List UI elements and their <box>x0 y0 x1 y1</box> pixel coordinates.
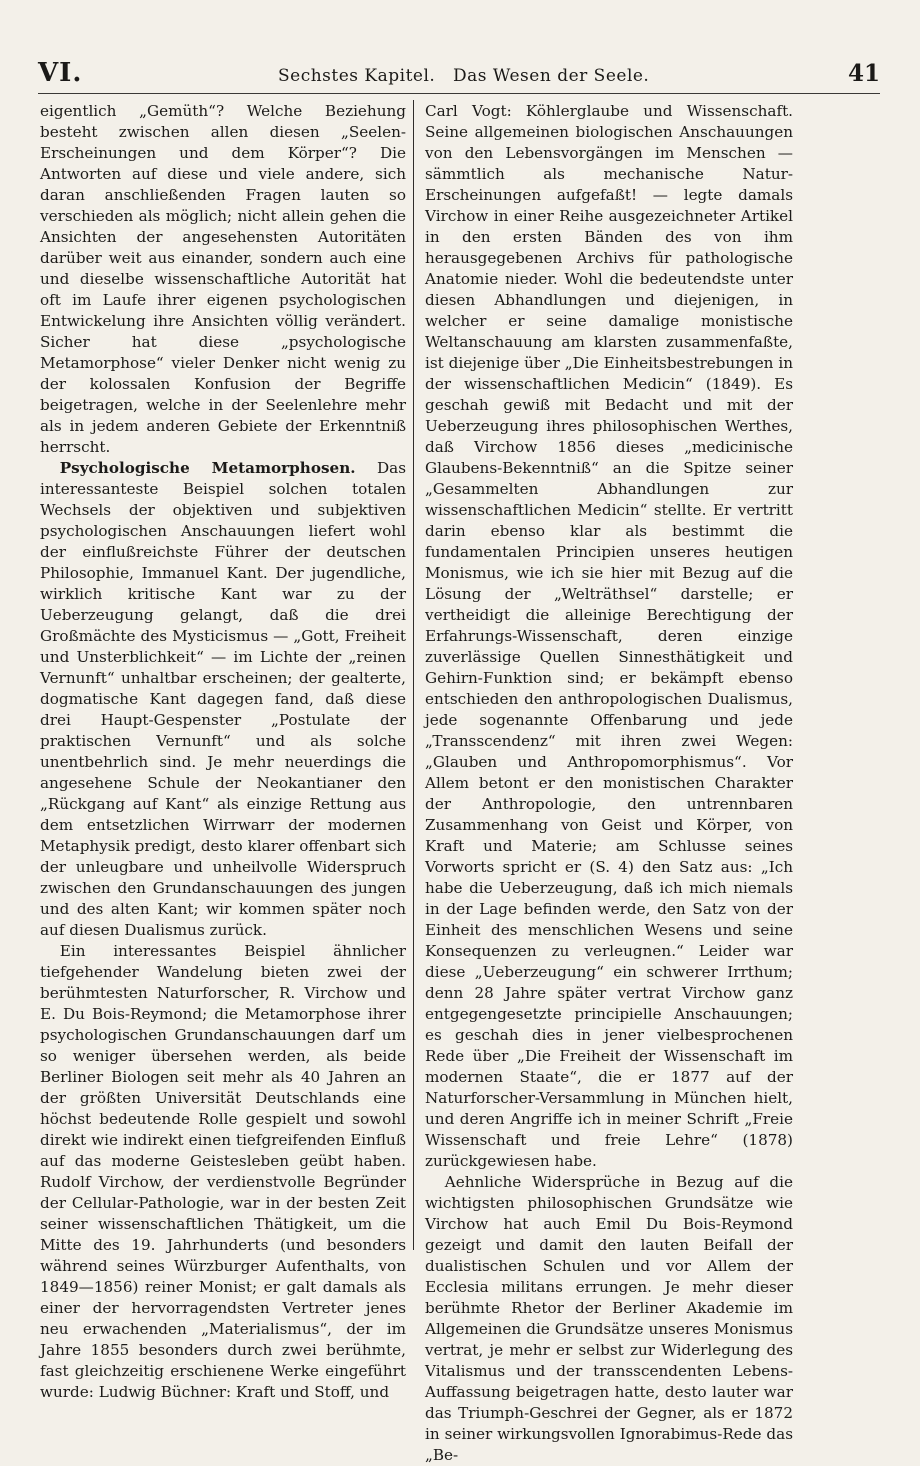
paragraph-2-text: Das interessanteste Beispiel solchen totalen Wechsels der objektiven und subjektiven psychologischen Anschauungen liefert wohl der einflußreichste Führer der deutschen Philosophie, Immanuel Kant. Der jugendliche, wirklich kritische Kant war zu der Ueberzeugung gelangt, daß die drei Großmächte des Mysticismus — „Gott, Freiheit und Unsterblichkeit“ — im Lichte der „reinen Vernunft“ unhaltbar erscheinen; der gealterte, dogmatische Kant dagegen fand, daß diese drei Haupt-Gespenster „Postulate der praktischen Vernunft“ und als solche unentbehrlich sind. Je mehr neuerdings die angesehene Schule der Neokantianer den „Rückgang auf Kant“ als einzige Rettung aus dem entsetzlichen Wirrwarr der modernen Metaphysik predigt, desto klarer offenbart sich der unleugbare und unheilvolle Widerspruch zwischen den Grundanschauungen des jungen und des alten Kant; wir kommen später noch auf diesen Dualismus zurück. <box>40 459 406 939</box>
paragraph-4: Carl Vogt: Köhlerglaube und Wissenschaft. Seine allgemeinen biologischen Anschauungen von den Lebensvorgängen im Menschen — sämmtlich als mechanische Natur-Erscheinungen aufgefaßt! — legte damals Virchow in einer Reihe ausgezeichneter Artikel in den ersten Bänden des von ihm herausgegebenen Archivs für pathologische Anatomie nieder. Wohl die bedeutendste unter diesen Abhandlungen und diejenigen, in welcher er seine damalige monistische Weltanschauung am klarsten zusammenfaßte, ist diejenige über „Die Einheitsbestrebungen in der wissenschaftlichen Medicin“ (1849). Es geschah gewiß mit Bedacht und mit der Ueberzeugung ihres philosophischen Werthes, daß Virchow 1856 dieses „medicinische Glaubens-Bekenntniß“ an die Spitze seiner „Gesammelten Abhandlungen zur wissenschaftlichen Medicin“ stellte. Er vertritt darin ebenso klar als bestimmt die fundamentalen Principien unseres heutigen Monismus, wie ich sie hier mit Bezug auf die Lösung der „Welträthsel“ darstelle; er vertheidigt die alleinige Berechtigung der Erfahrungs-Wissenschaft, deren einzige zuverlässige Quellen Sinnesthätigkeit und Gehirn-Funktion sind; er bekämpft ebenso entschieden den anthropologischen Dualismus, jede sogenannte Offenbarung und jede „Transscendenz“ mit ihren zwei Wegen: „Glauben und Anthropomorphismus“. Vor Allem betont er den monistischen Charakter der Anthropologie, den untrennbaren Zusammenhang von Geist und Körper, von Kraft und Materie; am Schlusse seines Vorworts spricht er (S. 4) den Satz aus: „Ich habe die Ueberzeugung, daß ich mich niemals in der Lage befinden werde, den Satz von der Einheit des menschlichen Wesens und seine Konsequenzen zu verleugnen.“ Leider war diese „Ueberzeugung“ ein schwerer Irrthum; denn 28 Jahre später vertrat Virchow ganz entgegengesetzte principielle Anschauungen; es geschah dies in jener vielbesprochenen Rede über „Die Freiheit der Wissenschaft im modernen Staate“, die er 1877 auf der Naturforscher-Versammlung in München hielt, und deren Angriffe ich in meiner Schrift „Freie Wissenschaft und freie Lehre“ (1878) zurückgewiesen habe. <box>425 102 793 1170</box>
paragraph-5: Aehnliche Widersprüche in Bezug auf die wichtigsten philosophischen Grundsätze wie Virchow hat auch Emil Du Bois-Reymond gezeigt und damit den lauten Beifall der dualistischen Schulen und vor Allem der Ecclesia militans errungen. Je mehr dieser berühmte Rhetor der Berliner Akademie im Allgemeinen die Grundsätze unseres Monismus vertrat, je mehr er selbst zur Widerlegung des Vitalismus und der transscendenten Lebens-Auffassung beigetragen hatte, desto lauter war das Triumph-Geschrei der Gegner, als er 1872 in seiner wirkungsvollen Ignorabimus-Rede das „Be- <box>425 1173 793 1464</box>
paragraph-2 <box>40 458 406 941</box>
running-title: Sechstes Kapitel. Das Wesen der Seele. <box>278 66 650 86</box>
page-number: 41 <box>847 60 880 87</box>
page-header <box>38 58 880 98</box>
left-column <box>40 101 406 1403</box>
header-rule <box>38 93 880 94</box>
right-column <box>425 101 793 1466</box>
paragraph-1: eigentlich „Gemüth“? Welche Beziehung besteht zwischen allen diesen „Seelen-Erscheinungen und dem Körper“? Die Antworten auf diese und viele andere, sich daran anschließenden Fragen lauten so verschieden als möglich; nicht allein gehen die Ansichten der angesehensten Autoritäten darüber weit aus einander, sondern auch eine und dieselbe wissenschaftliche Autorität hat oft im Laufe ihrer eigenen psychologischen Entwickelung ihre Ansichten völlig verändert. Sicher hat diese „psychologische Metamorphose“ vieler Denker nicht wenig zu der kolossalen Konfusion der Begriffe beigetragen, welche in der Seelenlehre mehr als in jedem anderen Gebiete der Erkenntniß herrscht. <box>40 102 406 456</box>
section-heading: Psychologische Metamorphosen. <box>59 459 356 477</box>
chapter-number: VI. <box>38 58 83 88</box>
column-divider <box>413 100 414 1250</box>
paragraph-3: Ein interessantes Beispiel ähnlicher tiefgehender Wandelung bieten zwei der berühmtesten Naturforscher, R. Virchow und E. Du Bois-Reymond; die Metamorphose ihrer psychologischen Grundanschauungen darf um so weniger übersehen werden, als beide Berliner Biologen seit mehr als 40 Jahren an der größten Universität Deutschlands eine höchst bedeutende Rolle gespielt und sowohl direkt wie indirekt einen tiefgreifenden Einfluß auf das moderne Geistesleben geübt haben. Rudolf Virchow, der verdienstvolle Begründer der Cellular-Pathologie, war in der besten Zeit seiner wissenschaftlichen Thätigkeit, um die Mitte des 19. Jahrhunderts (und besonders während seines Würzburger Aufenthalts, von 1849—1856) reiner Monist; er galt damals als einer der hervorragendsten Vertreter jenes neu erwachenden „Materialismus“, der im Jahre 1855 besonders durch zwei berühmte, fast gleichzeitig erschienene Werke eingeführt wurde: Ludwig Büchner: Kraft und Stoff, und <box>40 942 406 1401</box>
